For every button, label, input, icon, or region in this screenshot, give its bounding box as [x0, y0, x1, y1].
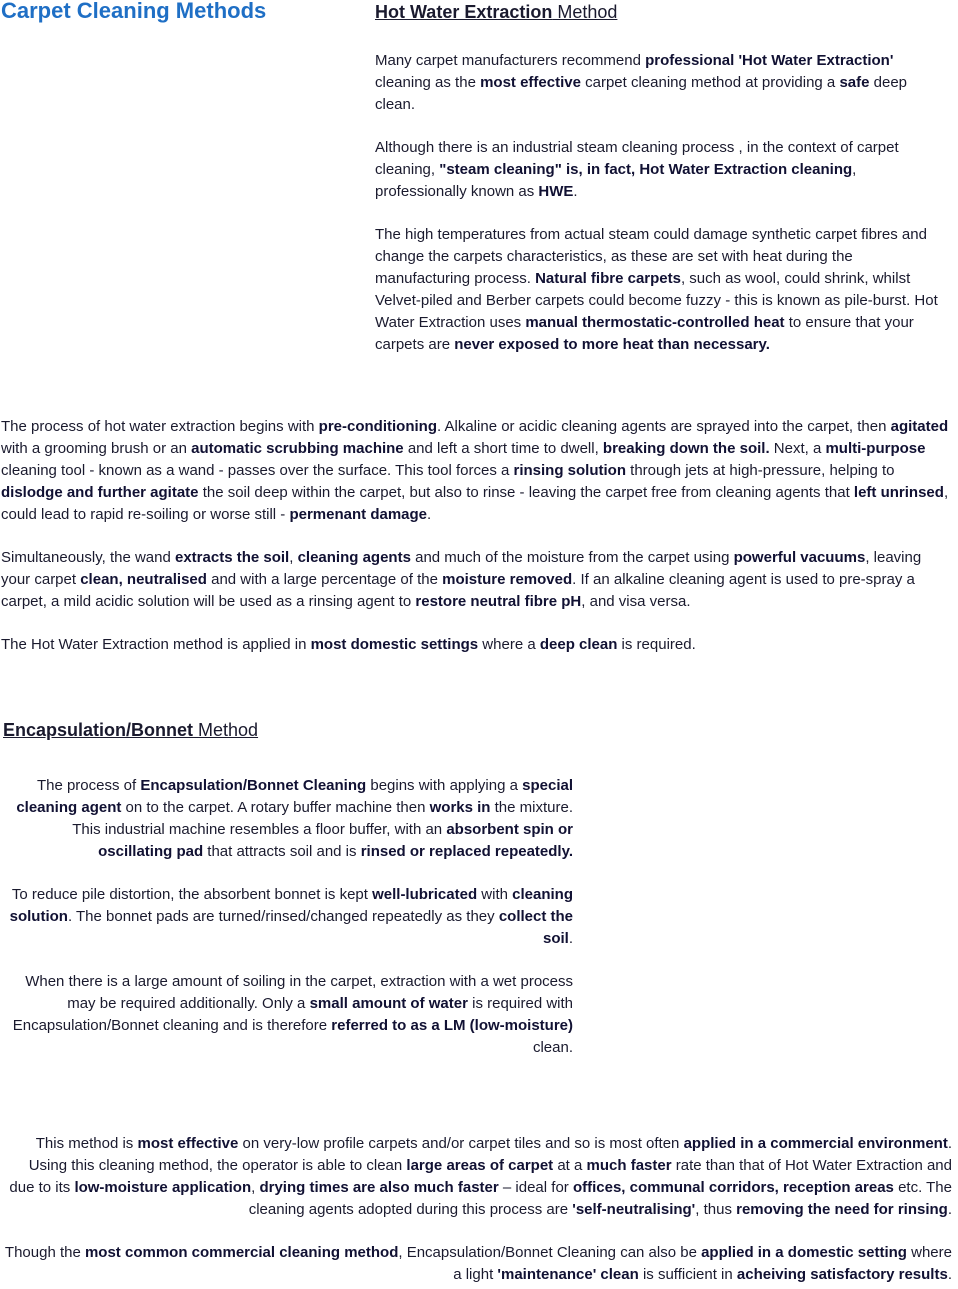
paragraph-text: begins with applying a [366, 777, 523, 794]
emphasis-text: applied in a domestic setting [701, 1244, 907, 1261]
bonnet-heading-strong: Encapsulation/Bonnet [3, 720, 194, 740]
paragraph-text: This method is [35, 1135, 138, 1152]
paragraph-text: that attracts soil and is [203, 843, 361, 860]
emphasis-text: 'self-neutralising' [572, 1201, 696, 1218]
hwe-heading [375, 0, 617, 24]
emphasis-text: Encapsulation/Bonnet Cleaning [140, 777, 367, 794]
paragraph-text: . Alkaline or acidic cleaning agents are sprayed into the carpet, then [437, 418, 891, 435]
paragraph-text: The high temperatures from actual steam could damage synthetic carpet fibres and change the carpets characteristics, as these are set with heat during the manufacturing process. [375, 226, 927, 287]
paragraph-text: , thus [695, 1201, 737, 1218]
paragraph-text: deep clean. [375, 74, 908, 113]
paragraph [1, 634, 953, 656]
emphasis-text: restore neutral fibre pH [415, 593, 582, 610]
paragraph-text: The Hot Water Extraction method is applied in [1, 636, 311, 653]
paragraph-text: the mixture. This industrial machine resembles a floor buffer, with an [72, 799, 573, 838]
emphasis-text: left unrinsed [853, 484, 944, 501]
emphasis-text: dislodge and further agitate [1, 484, 199, 501]
paragraph-text: where a [478, 636, 540, 653]
emphasis-text: Natural fibre carpets [535, 270, 681, 287]
emphasis-text: special cleaning agent [16, 777, 573, 816]
hwe-body [1, 416, 953, 656]
paragraph-text: To reduce pile distortion, the absorbent bonnet is kept [11, 886, 373, 903]
paragraph-text: at a [553, 1157, 587, 1174]
paragraph-text: clean. [532, 1039, 573, 1056]
emphasis-text: multi-purpose [825, 440, 926, 457]
emphasis-text: acheiving satisfactory results [736, 1266, 948, 1283]
emphasis-text: rinsed or replaced repeatedly. [360, 843, 573, 860]
paragraph-text: Many carpet manufacturers recommend [375, 52, 646, 69]
bonnet-intro [3, 775, 573, 1059]
paragraph-text: , [289, 549, 298, 566]
emphasis-text: offices, communal corridors, reception areas [572, 1179, 894, 1196]
emphasis-text: manual thermostatic-controlled heat [525, 314, 785, 331]
emphasis-text: extracts the soil [175, 549, 290, 566]
paragraph-text: When there is a large amount of soiling in the carpet, extraction with a wet process may be required additionally. Only a [25, 973, 573, 1012]
paragraph-text: . Using this cleaning method, the operator is able to clean [28, 1135, 952, 1174]
paragraph-text: and much of the moisture from the carpet using [410, 549, 734, 566]
paragraph-text: The process of [36, 777, 141, 794]
paragraph-text: Though the [4, 1244, 85, 1261]
emphasis-text: HWE [538, 183, 574, 200]
emphasis-text: removing the need for rinsing [736, 1201, 948, 1218]
emphasis-text: most effective [137, 1135, 239, 1152]
paragraph-text: on very-low profile carpets and/or carpet tiles and so is most often [238, 1135, 684, 1152]
bonnet-heading-plain: Method [193, 720, 259, 740]
emphasis-text: works in [429, 799, 491, 816]
paragraph-text: . [568, 930, 573, 947]
emphasis-text: professional 'Hot Water Extraction' [645, 52, 894, 69]
paragraph-text: The process of hot water extraction begins with [1, 418, 319, 435]
emphasis-text: safe [839, 74, 870, 91]
emphasis-text: 'maintenance' clean [497, 1266, 639, 1283]
emphasis-text: large areas of carpet [406, 1157, 554, 1174]
paragraph-text: . [947, 1266, 952, 1283]
paragraph [375, 137, 945, 203]
paragraph [1, 1133, 952, 1221]
paragraph-text: and left a short time to dwell, [403, 440, 603, 457]
paragraph-text: and with a large percentage of the [206, 571, 443, 588]
paragraph [3, 775, 573, 863]
emphasis-text: most effective [480, 74, 581, 91]
paragraph-text: where a light [453, 1244, 952, 1283]
paragraph-text: – ideal for [498, 1179, 573, 1196]
emphasis-text: "steam cleaning" is, in fact, Hot Water Extraction cleaning [439, 161, 853, 178]
paragraph-text: . [947, 1201, 952, 1218]
paragraph [3, 971, 573, 1059]
emphasis-text: moisture removed [442, 571, 573, 588]
paragraph-text: to ensure that your carpets are [375, 314, 914, 353]
emphasis-text: most domestic settings [310, 636, 479, 653]
emphasis-text: cleaning agents [297, 549, 411, 566]
emphasis-text: absorbent spin or oscillating pad [98, 821, 573, 860]
paragraph-text: with [477, 886, 513, 903]
bonnet-heading [3, 718, 258, 742]
paragraph-text: Simultaneously, the wand [1, 549, 175, 566]
paragraph-text: , [251, 1179, 260, 1196]
paragraph-text: . If an alkaline cleaning agent is used to pre-spray a carpet, a mild acidic solution will be used as a rinsing agent to [1, 571, 915, 610]
bonnet-body [1, 1133, 952, 1286]
emphasis-text: well-lubricated [372, 886, 478, 903]
paragraph-text: is required. [617, 636, 696, 653]
emphasis-text: never exposed to more heat than necessary. [454, 336, 770, 353]
paragraph-text: , such as wool, could shrink, whilst Velvet-piled and Berber carpets could become fuzzy - this is known as pile-burst. Hot Water Extraction uses [375, 270, 938, 331]
emphasis-text: pre-conditioning [318, 418, 437, 435]
emphasis-text: permenant damage [289, 506, 428, 523]
paragraph-text: carpet cleaning method at providing a [580, 74, 840, 91]
paragraph-text: through jets at high-pressure, helping to [626, 462, 895, 479]
emphasis-text: rinsing solution [513, 462, 626, 479]
paragraph [375, 50, 945, 116]
hwe-intro [375, 50, 945, 356]
emphasis-text: powerful vacuums [733, 549, 866, 566]
hwe-heading-strong: Hot Water Extraction [375, 2, 553, 22]
emphasis-text: cleaning solution [9, 886, 573, 925]
paragraph [1, 416, 953, 526]
emphasis-text: applied in a commercial environment [683, 1135, 948, 1152]
emphasis-text: clean, neutralised [80, 571, 207, 588]
paragraph-text: . The bonnet pads are turned/rinsed/changed repeatedly as they [67, 908, 499, 925]
emphasis-text: collect the soil [498, 908, 573, 947]
paragraph [3, 884, 573, 950]
paragraph-text: . [427, 506, 432, 523]
paragraph-text: Although there is an industrial steam cleaning process , in the context of carpet cleaning, [375, 139, 899, 178]
emphasis-text: agitated [890, 418, 949, 435]
emphasis-text: referred to as a LM (low-moisture) [331, 1017, 573, 1034]
page-title: Carpet Cleaning Methods [1, 0, 267, 23]
paragraph-text: , Encapsulation/Bonnet Cleaning can also be [398, 1244, 702, 1261]
emphasis-text: low-moisture application [74, 1179, 252, 1196]
emphasis-text: drying times are also much faster [259, 1179, 499, 1196]
paragraph-text: cleaning as the [375, 74, 481, 91]
hwe-heading-plain: Method [552, 2, 618, 22]
paragraph [375, 224, 945, 356]
paragraph-text: , could lead to rapid re-soiling or worse still - [1, 484, 949, 523]
emphasis-text: much faster [586, 1157, 672, 1174]
paragraph [1, 547, 953, 613]
emphasis-text: automatic scrubbing machine [191, 440, 404, 457]
emphasis-text: deep clean [539, 636, 618, 653]
emphasis-text: breaking down the soil. [602, 440, 770, 457]
paragraph-text: rate than that of Hot Water Extraction and due to its [9, 1157, 952, 1196]
paragraph-text: , professionally known as [375, 161, 857, 200]
emphasis-text: small amount of water [309, 995, 468, 1012]
paragraph-text: etc. The cleaning agents adopted during this process are [248, 1179, 952, 1218]
paragraph-text: , and visa versa. [581, 593, 691, 610]
paragraph [1, 1242, 952, 1286]
paragraph-text: Next, a [769, 440, 826, 457]
paragraph-text: , leaving your carpet [1, 549, 922, 588]
emphasis-text: most common commercial cleaning method [84, 1244, 399, 1261]
paragraph-text: is sufficient in [638, 1266, 737, 1283]
paragraph-text: . [573, 183, 578, 200]
paragraph-text: on to the carpet. A rotary buffer machine then [121, 799, 430, 816]
paragraph-text: with a grooming brush or an [1, 440, 192, 457]
paragraph-text: the soil deep within the carpet, but also to rinse - leaving the carpet free from cleaning agents that [198, 484, 854, 501]
paragraph-text: is required with Encapsulation/Bonnet cleaning and is therefore [12, 995, 573, 1034]
paragraph-text: cleaning tool - known as a wand - passes over the surface. This tool forces a [1, 462, 514, 479]
